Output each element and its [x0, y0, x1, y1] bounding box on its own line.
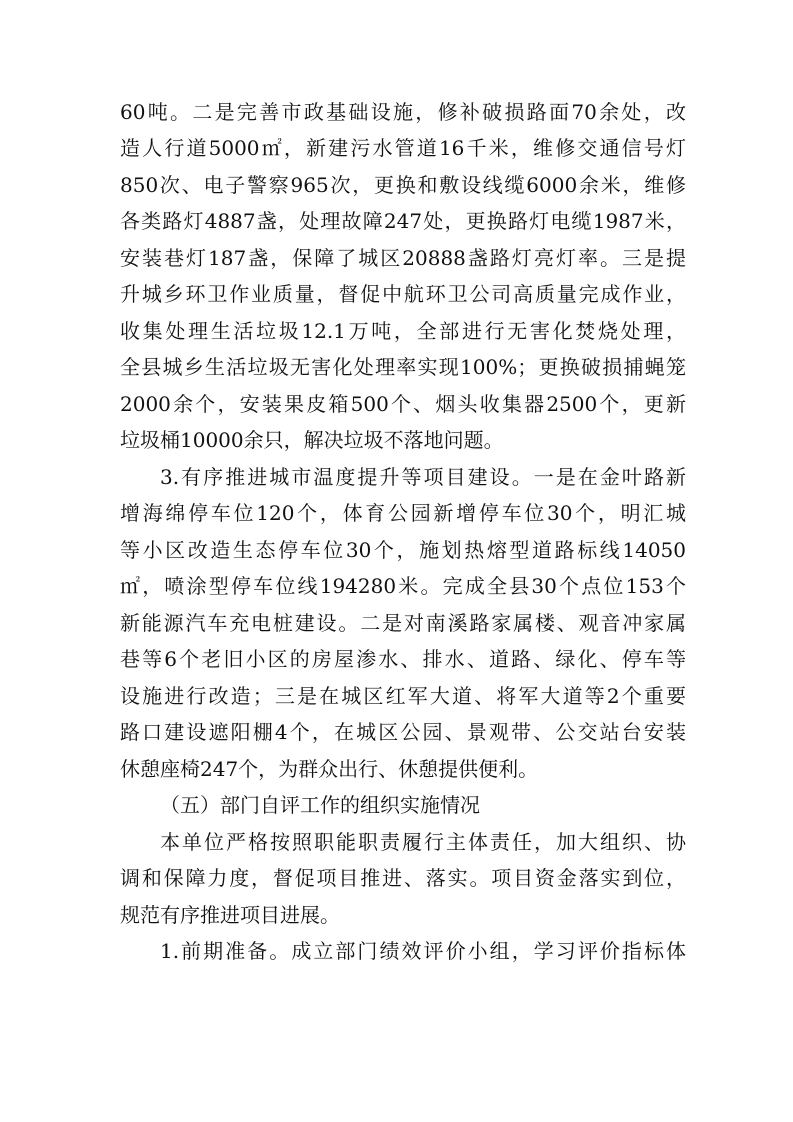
paragraph-heading-line: 1.前期准备。成立部门绩效评价小组，学习评价指标体 [160, 939, 686, 963]
text-line: 60吨。二是完善市政基础设施，修补破损路面70余处，改 [120, 100, 686, 124]
paragraph-heading-line: 3.有序推进城市温度提升等项目建设。一是在金叶路新 [160, 465, 686, 489]
text-line: 路口建设遮阳棚4个，在城区公园、景观带、公交站台安装 [120, 720, 686, 744]
text-line: 规范有序推进项目进展。 [120, 903, 340, 927]
text-line: 垃圾桶10000余只，解决垃圾不落地问题。 [120, 428, 504, 452]
text-line: 设施进行改造；三是在城区红军大道、将军大道等2个重要 [120, 684, 686, 708]
text-line: 升城乡环卫作业质量，督促中航环卫公司高质量完成作业， [120, 282, 686, 306]
text-line: 巷等6个老旧小区的房屋渗水、排水、道路、绿化、停车等 [120, 647, 686, 671]
text-line: 新能源汽车充电桩建设。二是对南溪路家属楼、观音冲家属 [120, 611, 686, 635]
text-line: 造人行道5000㎡，新建污水管道16千米，维修交通信号灯 [120, 136, 686, 160]
section-heading: （五）部门自评工作的组织实施情况 [160, 793, 480, 817]
text-line: 2000余个，安装果皮箱500个、烟头收集器2500个，更新 [120, 392, 686, 416]
paragraph-first-line: 本单位严格按照职能职责履行主体责任，加大组织、协 [160, 830, 686, 854]
text-line: 增海绵停车位120个，体育公园新增停车位30个，明汇城 [120, 501, 686, 525]
text-line: 安装巷灯187盏，保障了城区20888盏路灯亮灯率。三是提 [120, 246, 686, 270]
text-line: 收集处理生活垃圾12.1万吨，全部进行无害化焚烧处理， [120, 319, 686, 343]
text-line: 全县城乡生活垃圾无害化处理率实现100%；更换破损捕蝇笼 [120, 355, 686, 379]
text-line: 休憩座椅247个，为群众出行、休憩提供便利。 [120, 757, 539, 781]
text-line: ㎡，喷涂型停车位线194280米。完成全县30个点位153个 [120, 574, 686, 598]
text-line: 调和保障力度，督促项目推进、落实。项目资金落实到位， [120, 866, 686, 890]
text-line: 各类路灯4887盏，处理故障247处，更换路灯电缆1987米， [120, 209, 686, 233]
text-line: 850次、电子警察965次，更换和敷设线缆6000余米，维修 [120, 173, 686, 197]
text-line: 等小区改造生态停车位30个，施划热熔型道路标线14050 [120, 538, 686, 562]
